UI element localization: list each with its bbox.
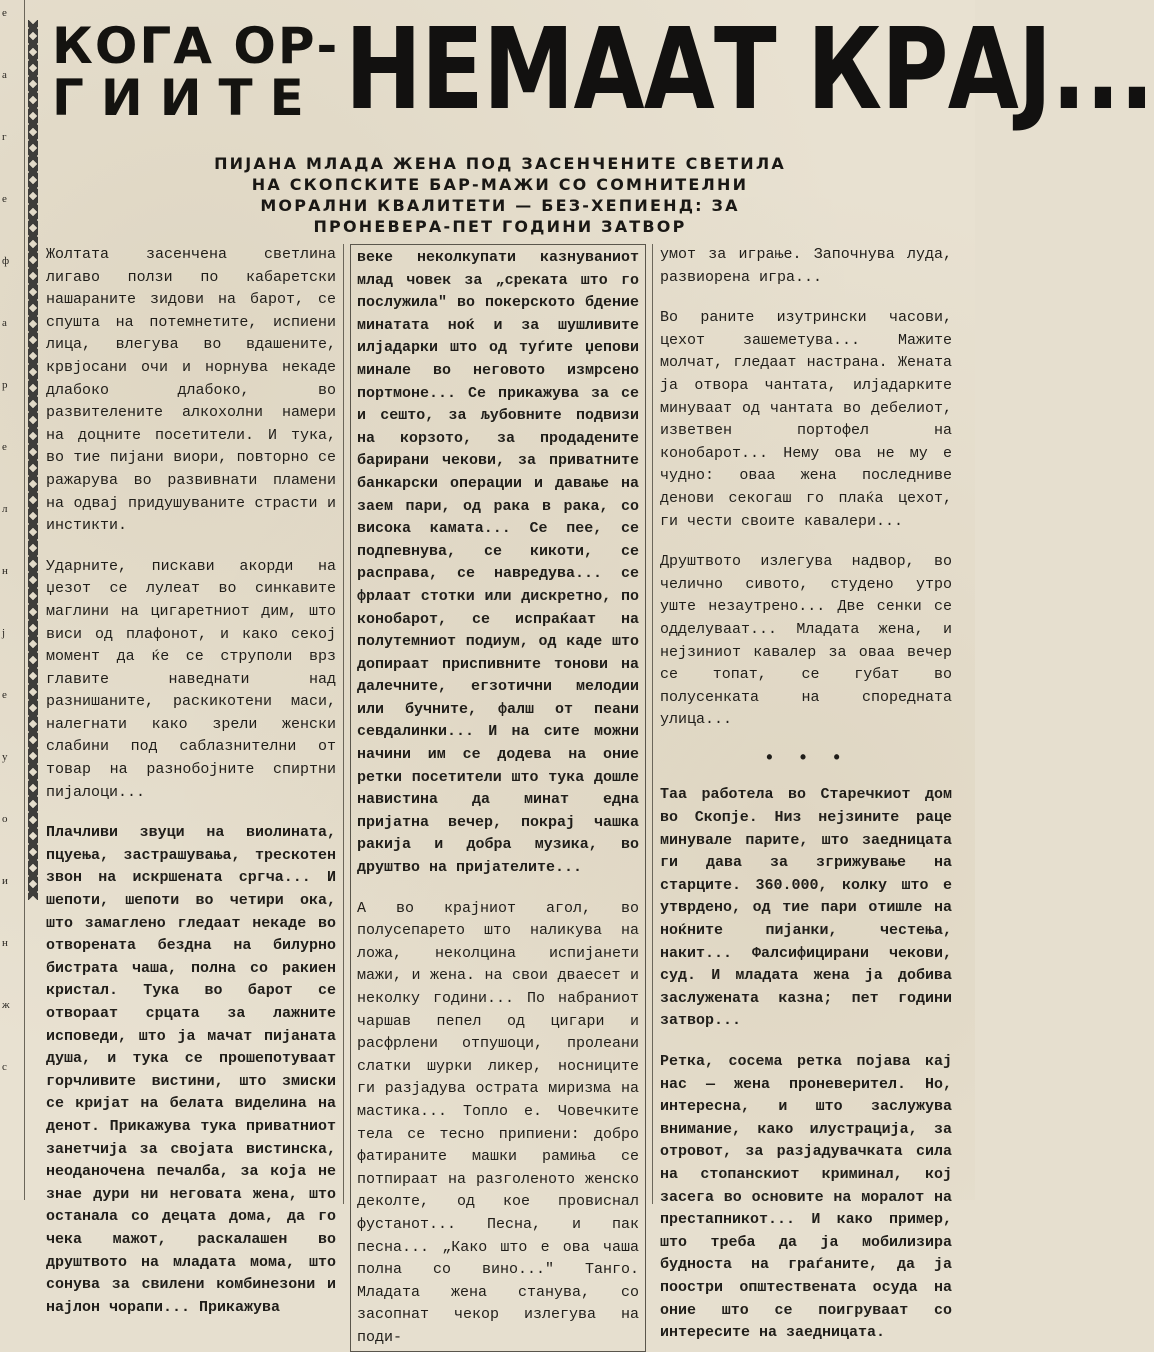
margin-fragment: е xyxy=(2,689,7,701)
margin-fragment: а xyxy=(2,69,7,81)
margin-fragment: ј xyxy=(2,627,6,639)
paragraph: Во раните изутрински часови, цехот зашеметува... Мажите молчат, гледаат настрана. Жената ја отвора чантата, илјадарките минуваат од чантата во дебелиот, извeтвен портофел на конобарот... Нему ова не му е чудно: оваа жена последниве денови секогаш го плаќа цехот, ги чести своите кавалери... xyxy=(660,309,952,530)
paragraph: веке неколкупати казнуваниот млад човек за „срекатa што го послужила" во покерското бдение минатата ноќ и за шушливите илјадарки што од туѓите џепови минале во неговото измрсено портмоне... Се прикажува за се и сешто, за љубовните подвизи на корзото, за продадените барирани чекови, за приватните банкарски операции и давање на заем пари, од рака в рака, со висока камата... Се пее, се подпевнува, се кикоти, се расправа, се навредува... се фрлаат стотки или дискретно, по конобарот, се испраќаат на полутемниот подиум, од каде што допираат приспивните тонови на далечните, егзотични мелодии или бучните, фалш от пеани севдалинки... И на сите можни начини им се додева на оние ретки посетители што тука дошле навистина да минат една пријатна вечер, покрај чашка ракија и добра музика, во друштво на пријателите... xyxy=(357,249,639,877)
paragraph: Друштвото излегува надвор, во челично сивото, студено утро уште незаутрено... Две сенки се оддeлуваат... Младата жена, и нејзиниот кавалер за оваа вечер се топат, се губат во полусенката на споредната улица... xyxy=(660,553,952,729)
margin-fragment: ф xyxy=(2,255,10,267)
column-rule xyxy=(343,244,344,1204)
margin-fragment: и xyxy=(2,875,8,887)
margin-fragment: с xyxy=(2,1061,7,1073)
margin-fragment: г xyxy=(2,131,7,143)
margin-fragment: у xyxy=(2,751,8,763)
paragraph: Ретка, сосема ретка појава кај нас — жена проневерител. Но, интересна, и што заслужува внимание, како илустрација, за отровот, за разјадувачката сила на стопанскиот криминал, кој засега во основите на моралот на престапникот... И како пример, што треба да ја мобилизира будноста на граѓаните, да ја поостри општествената осуда на оние што се поигруваат со интересите на заедницата. xyxy=(660,1053,952,1342)
article-column-3 xyxy=(660,244,952,1342)
paragraph: Плачливи звуци на виолината, пцуења, застрашувања, трескотен звон на искршената сргча... И шепоти, шепоти во четири ока, што замаглено гледаат некаде во отворената бездна на билурно бистрата чаша, полна со ракиен кристал. Тука во барот се отвораат срцата за лажните исповеди, што ја мачат пијаната душа, и тука се прошепотуваат горчливите вистини, што змиски се криjат на белата виделина на денот. Прикажува тука приватниот занетчија за својата вистинска, неоданочена печалба, за која не знае дури ни неговата жена, што останала со децата дома, да го чека мажот, раскалашен во друштвото на младата мома, што сонува за свилени комбинезони и најлон чорапи... Прикажува xyxy=(46,824,336,1316)
headline-line-1: КОГА ОР- xyxy=(52,17,340,75)
headline-big: НЕМААТ КРАЈ... xyxy=(345,5,1154,135)
boxed-text xyxy=(350,244,646,1352)
article-column-1 xyxy=(46,244,336,1316)
paragraph: Таа работела во Старечкиот дом во Скопје. Низ нејзините раце минувале парите, што заедницата ги дава за згрижувањe на старците. 360.000, колку што е утврдено, од тие пари отишле на ноќните пијанки, честења, накит... Фалсифицирани чекови, суд. И младата жена ја добива заслужената казна; пет години затвор... xyxy=(660,786,952,1030)
column-rule xyxy=(652,244,653,1204)
margin-fragment: е xyxy=(2,441,7,453)
margin-fragment: л xyxy=(2,503,8,515)
article-column-2 xyxy=(350,244,646,1346)
paragraph: А во крајниот агол, во полусепарето што наликува на ложа, неколцина испијанети мажи, и жена. на свои дваесет и неколку години... По набраниот чаршав пепел од цигари и расфрлени отпушоци, пролеани слатки шурки ликер, носниците ги разјадува острата миризма на мастика... Топло е. Човечките тела се тесно припиени: добро фатираните машки рамиња се потпираат на разголеното женско деколте, од кое провиснал фустанот... Песна, и пак песна... „Како што е ова чаша полна со вино..." Танго. Младата жена станува, со засопнат чекор излегува на поди- xyxy=(357,899,639,1346)
subheading: ПИЈАНА МЛАДА ЖЕНА ПОД ЗАСЕНЧЕНИТЕ СВЕТИЛА НА СКОПСКИТЕ БАР-МАЖИ СО СОМНИТЕЛНИ МОРАЛНИ КВАЛИТЕТИ — БЕЗ-ХЕПИЕНД: ЗА ПРОНЕВЕРА-ПЕТ ГОДИНИ ЗАТВОР xyxy=(214,154,786,236)
diamond-border-ornament xyxy=(28,20,38,900)
paragraph: Ударните, пискави акорди на џезот се лулеат во синкавите маглини на цигаретниот дим, што виси од плафонот, и како секој момент да ќе се струполи врз главите наведнати над разнишаните, раскикотени маси, налегнати како зрели женски слабини под саблазнителни от товар на разнобојните спиртни пијалоци... xyxy=(46,557,336,801)
paragraph: Жолтата засенчена светлина лигаво ползи по кабаретски нашараните зидови на барот, се спушта на потемнетите, испиени лица, влегува во вдашените, крвјосани очи и норнува некаде длабоко длабоко, во развителените алкохолни намери на доцните посетители. И тука, во тие пијани виори, повторно се ражарува во развивнати пламени на одвај придушуваните страсти и инстикти. xyxy=(46,246,336,535)
margin-fragment: н xyxy=(2,565,8,577)
left-margin-fragments xyxy=(0,0,25,1200)
paragraph: умот за играње. Започнува луда, развиорена игра... xyxy=(660,246,952,286)
margin-fragment: е xyxy=(2,7,7,19)
headline-line-2: ГИИТЕ xyxy=(52,69,321,127)
section-separator: • • • xyxy=(763,748,848,769)
margin-fragment: е xyxy=(2,193,7,205)
margin-fragment: а xyxy=(2,317,7,329)
margin-fragment: н xyxy=(2,937,8,949)
margin-fragment: о xyxy=(2,813,8,825)
headline-left xyxy=(52,17,340,130)
margin-fragment: ж xyxy=(2,999,10,1011)
margin-fragment: р xyxy=(2,379,8,391)
